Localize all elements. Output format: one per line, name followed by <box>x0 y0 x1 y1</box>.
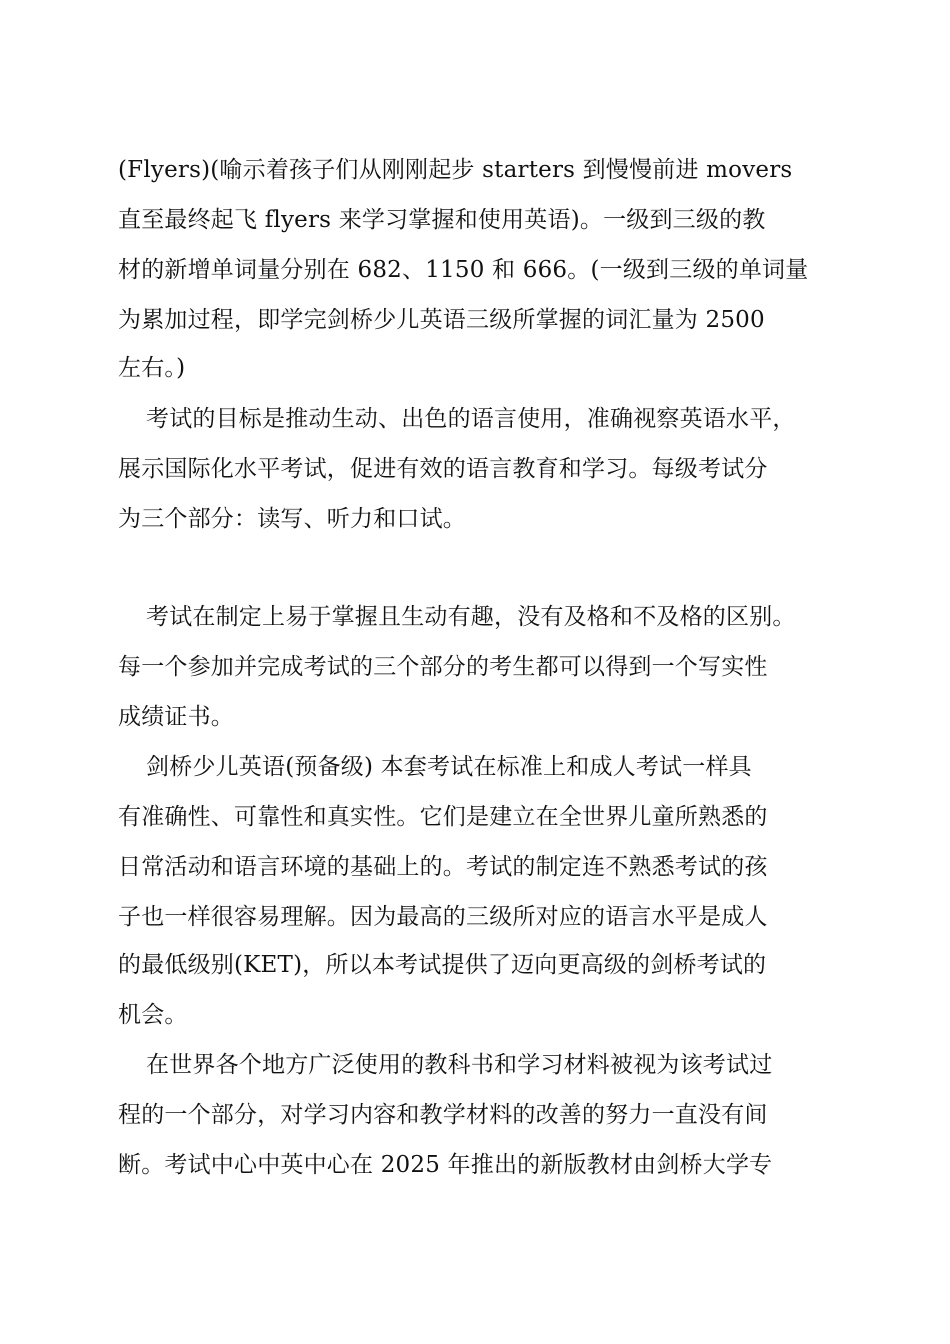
paragraph-first-line: 在世界各个地方广泛使用的教科书和学习材料被视为该考试过 <box>146 1052 773 1078</box>
text-line: 成绩证书。 <box>118 704 234 730</box>
text-line: 日常活动和语言环境的基础上的。考试的制定连不熟悉考试的孩 <box>118 854 768 880</box>
text-line: 左右。) <box>118 355 186 381</box>
text-line: 有准确性、可靠性和真实性。它们是建立在全世界儿童所熟悉的 <box>118 804 768 830</box>
text-line: 程的一个部分，对学习内容和教学材料的改善的努力一直没有间 <box>118 1102 768 1128</box>
paragraph-first-line: 考试的目标是推动生动、出色的语言使用，准确视察英语水平， <box>146 406 796 432</box>
text-line: 展示国际化水平考试，促进有效的语言教育和学习。每级考试分 <box>118 456 768 482</box>
text-line: 子也一样很容易理解。因为最高的三级所对应的语言水平是成人 <box>118 904 768 930</box>
text-line: 直至最终起飞 flyers 来学习掌握和使用英语)。一级到三级的教 <box>118 207 766 233</box>
text-line: 的最低级别(KET)，所以本考试提供了迈向更高级的剑桥考试的 <box>118 952 767 978</box>
text-line: 为累加过程，即学完剑桥少儿英语三级所掌握的词汇量为 2500 <box>118 307 765 333</box>
paragraph-first-line: 考试在制定上易于掌握且生动有趣，没有及格和不及格的区别。 <box>146 604 796 630</box>
paragraph-first-line: 剑桥少儿英语(预备级) 本套考试在标准上和成人考试一样具 <box>146 754 752 780</box>
text-line: 断。考试中心中英中心在 2025 年推出的新版教材由剑桥大学专 <box>118 1152 773 1178</box>
text-line: 机会。 <box>118 1002 188 1028</box>
text-line: (Flyers)(喻示着孩子们从刚刚起步 starters 到慢慢前进 movers <box>118 157 793 183</box>
text-line: 材的新增单词量分别在 682、1150 和 666。(一级到三级的单词量 <box>118 257 809 283</box>
text-line: 每一个参加并完成考试的三个部分的考生都可以得到一个写实性 <box>118 654 768 680</box>
text-line: 为三个部分：读写、听力和口试。 <box>118 506 466 532</box>
